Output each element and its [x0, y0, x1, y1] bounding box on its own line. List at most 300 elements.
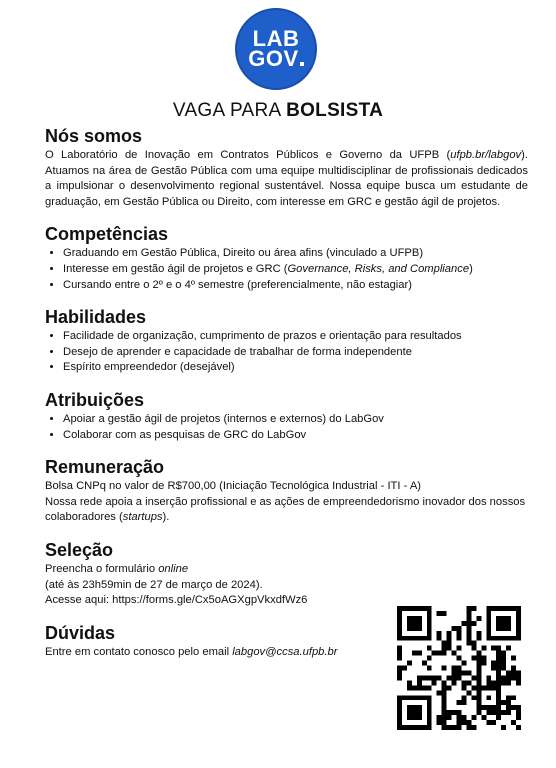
- qr-module: [491, 661, 496, 666]
- qr-module: [486, 695, 491, 700]
- section-atribuicoes: [45, 388, 528, 443]
- qr-module: [476, 656, 481, 661]
- selecao-text: Preencha o formulário: [45, 562, 159, 575]
- qr-module: [437, 675, 442, 680]
- qr-module: [516, 675, 521, 680]
- qr-module: [466, 631, 471, 636]
- qr-module: [461, 720, 466, 725]
- qr-module: [496, 646, 501, 651]
- qr-module: [461, 715, 466, 720]
- qr-module: [501, 725, 506, 730]
- qr-module: [422, 675, 427, 680]
- qr-module: [442, 700, 447, 705]
- qr-module: [457, 666, 462, 671]
- qr-module: [486, 606, 491, 611]
- qr-module: [501, 661, 506, 666]
- qr-module: [496, 680, 501, 685]
- qr-module: [501, 656, 506, 661]
- qr-module: [397, 626, 402, 631]
- qr-module: [417, 710, 422, 715]
- qr-module: [481, 715, 486, 720]
- qr-module: [496, 666, 501, 671]
- qr-module: [397, 705, 402, 710]
- qr-module: [397, 631, 402, 636]
- qr-module: [412, 616, 417, 621]
- qr-module: [466, 616, 471, 621]
- qr-module: [417, 651, 422, 656]
- qr-module: [402, 666, 407, 671]
- qr-module: [427, 626, 432, 631]
- qr-module: [422, 695, 427, 700]
- labgov-logo: [235, 8, 317, 90]
- qr-module: [501, 606, 506, 611]
- qr-module: [427, 715, 432, 720]
- qr-module: [491, 685, 496, 690]
- qr-module: [422, 685, 427, 690]
- qr-module: [427, 666, 432, 671]
- qr-module: [506, 646, 511, 651]
- qr-module: [397, 611, 402, 616]
- qr-module: [496, 690, 501, 695]
- qr-module: [476, 636, 481, 641]
- qr-module: [427, 720, 432, 725]
- qr-module: [422, 725, 427, 730]
- content: [45, 124, 528, 672]
- heading-nos-somos: Nós somos: [45, 126, 143, 146]
- qr-module: [516, 670, 521, 675]
- qr-module: [417, 685, 422, 690]
- qr-module: [511, 666, 516, 671]
- section-habilidades: [45, 305, 528, 376]
- about-text-2: ). Atuamos na área de Gestão Pública com uma equipe multidisciplinar de profissionais dedicados a impulsionar o desenvolvimento regional sustentável. Nossa equipe busca um estudante de graduação, em Gestão Pública ou Direito, com interesse em GRC e gestão ágil de projetos.: [45, 149, 528, 208]
- qr-module: [496, 710, 501, 715]
- qr-module: [412, 710, 417, 715]
- qr-module: [452, 710, 457, 715]
- remuneracao-text: ).: [162, 511, 170, 524]
- qr-module: [496, 621, 501, 626]
- qr-module: [506, 670, 511, 675]
- qr-module: [461, 621, 466, 626]
- heading-selecao: Seleção: [45, 539, 114, 560]
- qr-module: [407, 680, 412, 685]
- contact-email[interactable]: labgov@ccsa.ufpb.br: [232, 645, 338, 658]
- qr-module: [452, 626, 457, 631]
- qr-module: [486, 680, 491, 685]
- qr-module: [496, 651, 501, 656]
- qr-module: [506, 700, 511, 705]
- list-item: • Apoiar a gestão ágil de projetos (internos e externos) do LabGov: [63, 412, 528, 428]
- qr-module: [476, 666, 481, 671]
- qr-module: [442, 641, 447, 646]
- qr-module: [417, 636, 422, 641]
- qr-module: [476, 705, 481, 710]
- qr-module: [496, 715, 501, 720]
- qr-module: [457, 631, 462, 636]
- qr-module: [437, 651, 442, 656]
- list-item: • Colaborar com as pesquisas de GRC do LabGov: [63, 428, 528, 444]
- qr-module: [422, 606, 427, 611]
- qr-module: [407, 695, 412, 700]
- qr-module: [407, 626, 412, 631]
- qr-module: [471, 621, 476, 626]
- qr-module: [397, 670, 402, 675]
- qr-module: [412, 715, 417, 720]
- qr-module: [461, 700, 466, 705]
- qr-module: [466, 606, 471, 611]
- qr-module: [402, 606, 407, 611]
- qr-module: [397, 700, 402, 705]
- qr-module: [427, 621, 432, 626]
- qr-module: [461, 680, 466, 685]
- qr-module: [486, 636, 491, 641]
- qr-module: [427, 656, 432, 661]
- qr-module: [427, 611, 432, 616]
- qr-module: [471, 725, 476, 730]
- qr-module: [476, 661, 481, 666]
- list-item: • Desejo de aprender e capacidade de trabalhar de forma independente: [63, 345, 528, 361]
- qr-module: [511, 705, 516, 710]
- logo-line2: [248, 46, 303, 71]
- qr-module: [511, 675, 516, 680]
- qr-module: [511, 656, 516, 661]
- qr-module: [476, 690, 481, 695]
- selecao-form-link[interactable]: Acesse aqui: https://forms.gle/Cx5oAGXgpVkxdfWz6: [45, 594, 308, 607]
- qr-module: [461, 661, 466, 666]
- about-text: [45, 148, 528, 210]
- qr-module: [506, 680, 511, 685]
- qr-module: [461, 685, 466, 690]
- qr-module: [442, 611, 447, 616]
- about-link: ufpb.br/labgov: [450, 149, 522, 161]
- qr-module: [496, 616, 501, 621]
- qr-module: [432, 675, 437, 680]
- qr-module: [481, 656, 486, 661]
- qr-module: [466, 636, 471, 641]
- qr-module: [471, 656, 476, 661]
- qr-module: [442, 680, 447, 685]
- title-normal: VAGA PARA: [172, 100, 287, 121]
- qr-module: [457, 720, 462, 725]
- qr-module: [432, 651, 437, 656]
- qr-module: [511, 695, 516, 700]
- qr-module: [481, 661, 486, 666]
- qr-module: [447, 641, 452, 646]
- qr-module: [447, 685, 452, 690]
- duvidas-text: Entre em contato conosco pelo email: [45, 645, 233, 658]
- qr-module: [506, 616, 511, 621]
- section-competencias: [45, 222, 528, 293]
- qr-module: [506, 621, 511, 626]
- remuneracao-line1: Bolsa CNPq no valor de R$700,00 (Iniciação Tecnológica Industrial - ITI - A): [45, 480, 422, 493]
- qr-module: [397, 616, 402, 621]
- list-item: • Graduando em Gestão Pública, Direito ou área afins (vinculado a UFPB): [63, 246, 528, 262]
- qr-module: [476, 695, 481, 700]
- qr-module: [496, 675, 501, 680]
- qr-module: [476, 685, 481, 690]
- qr-module: [501, 616, 506, 621]
- remuneracao-line2: [45, 495, 528, 526]
- qr-module: [466, 611, 471, 616]
- qr-module: [412, 685, 417, 690]
- qr-module: [486, 705, 491, 710]
- qr-module: [516, 631, 521, 636]
- item-text: Interesse em gestão ágil de projetos e GRC (: [63, 262, 288, 275]
- qr-module: [466, 621, 471, 626]
- item-italic: Governance, Risks, and Compliance: [287, 262, 470, 275]
- qr-module: [496, 626, 501, 631]
- qr-module: [427, 636, 432, 641]
- qr-module: [417, 680, 422, 685]
- qr-module: [457, 710, 462, 715]
- qr-module: [476, 680, 481, 685]
- qr-module: [491, 680, 496, 685]
- qr-module: [461, 670, 466, 675]
- qr-module: [407, 710, 412, 715]
- qr-module: [437, 636, 442, 641]
- qr-module: [496, 606, 501, 611]
- qr-module: [486, 720, 491, 725]
- competencias-list: [45, 246, 528, 293]
- qr-module: [516, 606, 521, 611]
- logo-line1: LAB: [252, 25, 300, 51]
- section-nos-somos: [45, 124, 528, 210]
- qr-module: [516, 705, 521, 710]
- qr-module: [486, 621, 491, 626]
- heading-remuneracao: Remuneração: [45, 457, 165, 478]
- qr-module: [476, 651, 481, 656]
- qr-module: [442, 651, 447, 656]
- qr-module: [397, 656, 402, 661]
- qr-module: [466, 720, 471, 725]
- selecao-line1: [45, 562, 528, 578]
- qr-module: [471, 695, 476, 700]
- qr-module: [466, 641, 471, 646]
- qr-module: [501, 700, 506, 705]
- qr-module: [501, 636, 506, 641]
- qr-module: [442, 715, 447, 720]
- qr-module: [457, 725, 462, 730]
- qr-module: [501, 651, 506, 656]
- qr-module: [506, 606, 511, 611]
- qr-module: [442, 685, 447, 690]
- qr-module: [481, 646, 486, 651]
- selecao-italic: online: [158, 562, 189, 575]
- qr-module: [407, 725, 412, 730]
- page-title: [0, 100, 556, 122]
- qr-module: [476, 670, 481, 675]
- list-item: • Facilidade de organização, cumprimento de prazos e orientação para resultados: [63, 329, 528, 345]
- list-item: • Cursando entre o 2º e o 4º semestre (preferencialmente, não estagiar): [63, 278, 528, 294]
- qr-module: [417, 675, 422, 680]
- qr-module: [407, 636, 412, 641]
- qr-code[interactable]: [397, 606, 521, 730]
- qr-module: [447, 636, 452, 641]
- about-text-1: O Laboratório de Inovação em Contratos Públicos e Governo da UFPB (: [45, 149, 451, 161]
- qr-module: [496, 685, 501, 690]
- qr-module: [491, 636, 496, 641]
- qr-module: [447, 646, 452, 651]
- qr-module: [412, 606, 417, 611]
- qr-module: [417, 606, 422, 611]
- qr-module: [466, 680, 471, 685]
- qr-module: [397, 606, 402, 611]
- qr-module: [412, 705, 417, 710]
- list-item: • Espírito empreendedor (desejável): [63, 360, 528, 376]
- qr-module: [457, 636, 462, 641]
- qr-module: [422, 661, 427, 666]
- qr-module: [432, 680, 437, 685]
- qr-module: [427, 685, 432, 690]
- qr-module: [466, 670, 471, 675]
- qr-module: [442, 666, 447, 671]
- qr-module: [516, 710, 521, 715]
- qr-module: [412, 621, 417, 626]
- qr-module: [496, 670, 501, 675]
- qr-module: [471, 646, 476, 651]
- qr-module: [501, 675, 506, 680]
- qr-module: [412, 626, 417, 631]
- qr-module: [471, 675, 476, 680]
- qr-module: [491, 666, 496, 671]
- qr-module: [442, 710, 447, 715]
- atribuicoes-list: [45, 412, 528, 443]
- qr-module: [496, 661, 501, 666]
- qr-module: [397, 695, 402, 700]
- qr-module: [407, 621, 412, 626]
- title-bold: BOLSISTA: [286, 100, 384, 121]
- qr-module: [397, 666, 402, 671]
- qr-module: [516, 680, 521, 685]
- qr-module: [417, 616, 422, 621]
- qr-module: [397, 675, 402, 680]
- qr-module: [496, 695, 501, 700]
- qr-module: [516, 715, 521, 720]
- qr-module: [457, 646, 462, 651]
- qr-module: [447, 715, 452, 720]
- qr-module: [466, 626, 471, 631]
- qr-module: [511, 606, 516, 611]
- list-item: [63, 262, 528, 278]
- qr-module: [397, 651, 402, 656]
- qr-module: [486, 626, 491, 631]
- qr-module: [501, 626, 506, 631]
- remuneracao-text: Nossa rede apoia a inserção profissional e as ações de empreendedorismo inovador dos nossos colaboradores (: [45, 495, 526, 524]
- heading-duvidas: Dúvidas: [45, 622, 116, 643]
- qr-module: [457, 656, 462, 661]
- qr-module: [481, 685, 486, 690]
- qr-module: [457, 675, 462, 680]
- qr-module: [516, 621, 521, 626]
- qr-module: [442, 690, 447, 695]
- qr-module: [437, 715, 442, 720]
- qr-module: [397, 720, 402, 725]
- qr-module: [506, 636, 511, 641]
- qr-module: [457, 715, 462, 720]
- qr-module: [427, 725, 432, 730]
- logo-line2-text: GOV: [248, 46, 299, 71]
- qr-module: [442, 705, 447, 710]
- qr-module: [506, 695, 511, 700]
- qr-module: [427, 675, 432, 680]
- qr-module: [506, 675, 511, 680]
- qr-module: [457, 626, 462, 631]
- qr-module: [461, 695, 466, 700]
- qr-module: [466, 725, 471, 730]
- qr-module: [506, 710, 511, 715]
- qr-module: [466, 690, 471, 695]
- qr-module: [501, 666, 506, 671]
- qr-module: [481, 705, 486, 710]
- qr-module: [407, 616, 412, 621]
- qr-module: [491, 705, 496, 710]
- qr-module: [397, 621, 402, 626]
- qr-module: [437, 720, 442, 725]
- qr-module: [417, 695, 422, 700]
- qr-module: [427, 710, 432, 715]
- qr-module: [496, 700, 501, 705]
- qr-module: [412, 651, 417, 656]
- qr-module: [397, 646, 402, 651]
- qr-module: [447, 631, 452, 636]
- qr-module: [427, 616, 432, 621]
- qr-module: [516, 611, 521, 616]
- qr-module: [407, 715, 412, 720]
- qr-module: [427, 631, 432, 636]
- qr-module: [402, 636, 407, 641]
- qr-module: [437, 690, 442, 695]
- habilidades-list: [45, 329, 528, 376]
- qr-module: [511, 720, 516, 725]
- qr-module: [417, 725, 422, 730]
- qr-module: [402, 725, 407, 730]
- qr-module: [496, 636, 501, 641]
- heading-competencias: Competências: [45, 224, 169, 245]
- qr-module: [476, 675, 481, 680]
- section-selecao: [45, 538, 528, 609]
- qr-module: [427, 700, 432, 705]
- qr-module: [516, 725, 521, 730]
- qr-module: [516, 616, 521, 621]
- qr-module: [501, 680, 506, 685]
- selecao-line2: (até às 23h59min de 27 de março de 2024).: [45, 578, 263, 591]
- qr-module: [486, 675, 491, 680]
- qr-module: [516, 626, 521, 631]
- qr-module: [427, 695, 432, 700]
- qr-module: [412, 725, 417, 730]
- qr-module: [402, 695, 407, 700]
- qr-module: [501, 710, 506, 715]
- qr-module: [407, 661, 412, 666]
- qr-module: [412, 636, 417, 641]
- qr-module: [417, 621, 422, 626]
- qr-module: [417, 626, 422, 631]
- qr-module: [486, 710, 491, 715]
- qr-module: [476, 616, 481, 621]
- qr-module: [476, 710, 481, 715]
- item-text: ): [469, 262, 473, 275]
- qr-module: [516, 636, 521, 641]
- qr-module: [501, 621, 506, 626]
- qr-module: [491, 646, 496, 651]
- qr-module: [447, 675, 452, 680]
- qr-module: [471, 606, 476, 611]
- qr-module: [491, 710, 496, 715]
- qr-module: [491, 720, 496, 725]
- qr-module: [397, 725, 402, 730]
- qr-module: [486, 685, 491, 690]
- qr-module: [447, 710, 452, 715]
- qr-module: [427, 705, 432, 710]
